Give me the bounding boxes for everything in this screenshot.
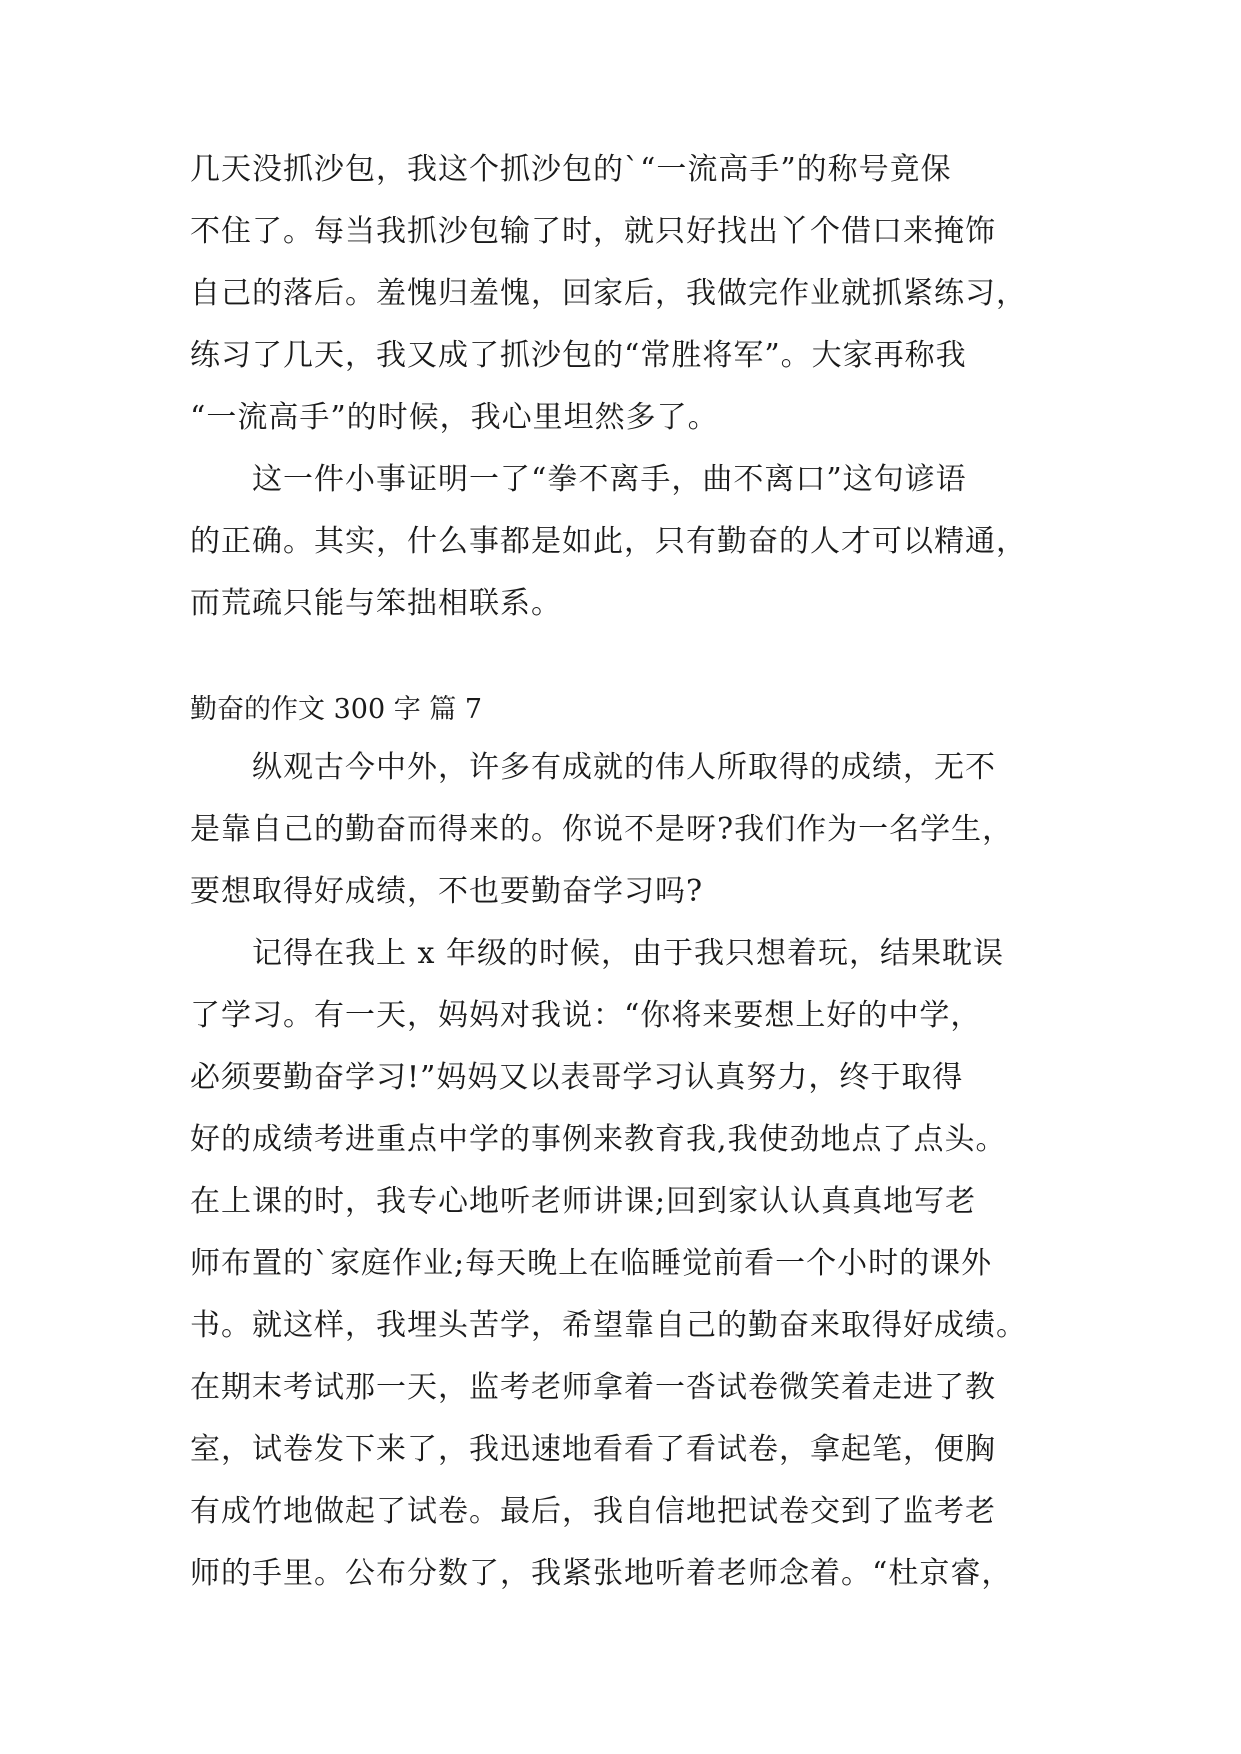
paragraph-line: 练习了几天，我又成了抓沙包的“常胜将军”。大家再称我 [190,338,967,373]
paragraph-line: 室，试卷发下来了，我迅速地看看了看试卷，拿起笔，便胸 [190,1432,996,1467]
paragraph-line: 师的手里。公布分数了，我紧张地听着老师念着。“杜京睿， [190,1556,1013,1591]
paragraph-line: 几天没抓沙包，我这个抓沙包的`“一流高手”的称号竟保 [190,152,952,187]
section-heading: 勤奋的作文 300 字 篇 7 [190,694,483,725]
paragraph-line: 的正确。其实，什么事都是如此，只有勤奋的人才可以精通， [190,524,1027,559]
paragraph-line: 自己的落后。羞愧归羞愧，回家后，我做完作业就抓紧练习， [190,276,1027,311]
paragraph-line: 记得在我上 x 年级的时候，由于我只想着玩，结果耽误 [190,936,1004,971]
paragraph-line: 师布置的`家庭作业;每天晚上在临睡觉前看一个小时的课外 [190,1246,993,1281]
paragraph-line: 书。就这样，我埋头苦学，希望靠自己的勤奋来取得好成绩。 [190,1308,1027,1343]
paragraph-line: 了学习。有一天，妈妈对我说：“你将来要想上好的中学， [190,998,982,1033]
paragraph-line: 纵观古今中外，许多有成就的伟人所取得的成绩，无不 [190,750,996,785]
paragraph-line: 在上课的时，我专心地听老师讲课;回到家认认真真地写老 [190,1184,977,1219]
paragraph-line: 有成竹地做起了试卷。最后，我自信地把试卷交到了监考老 [190,1494,996,1529]
paragraph-line: 必须要勤奋学习!”妈妈又以表哥学习认真努力，终于取得 [190,1060,964,1095]
paragraph-line: 在期末考试那一天，监考老师拿着一沓试卷微笑着走进了教 [190,1370,996,1405]
paragraph-line: 是靠自己的勤奋而得来的。你说不是呀?我们作为一名学生， [190,812,1014,847]
paragraph-line: 不住了。每当我抓沙包输了时，就只好找出丫个借口来掩饰 [190,214,996,249]
paragraph-line: 这一件小事证明一了“拳不离手，曲不离口”这句谚语 [190,462,967,497]
paragraph-line: 好的成绩考进重点中学的事例来教育我,我使劲地点了点头。 [190,1122,1007,1157]
paragraph-line: 而荒疏只能与笨拙相联系。 [190,586,562,621]
paragraph-line: “一流高手”的时候，我心里坦然多了。 [190,400,719,435]
paragraph-line: 要想取得好成绩，不也要勤奋学习吗? [190,874,704,909]
